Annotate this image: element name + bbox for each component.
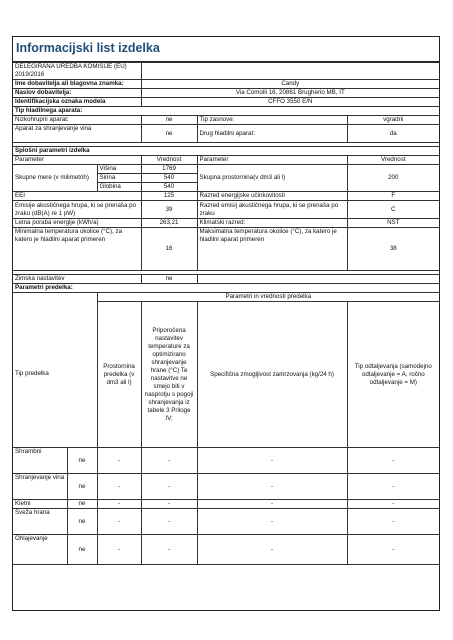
model-identifier-label: Identifikacijska oznaka modela xyxy=(13,98,141,107)
total-volume-value: 200 xyxy=(347,165,439,192)
compartment-freezing: - xyxy=(197,535,347,565)
wine-storage-value: ne xyxy=(141,125,197,143)
wine-storage-label: Aparat za shranjevanje vina xyxy=(13,125,141,143)
eei-value: 125 xyxy=(141,192,197,201)
compartment-volume-header: Prostornina predelka (v dm3 ali l) xyxy=(97,302,141,448)
width-value: 540 xyxy=(141,174,197,183)
compartment-header-blank xyxy=(13,293,97,302)
compartment-volume: - xyxy=(97,448,141,474)
max-temperature-value: 38 xyxy=(347,228,439,271)
depth-value: 540 xyxy=(141,183,197,192)
compartment-name: Sveža hrana xyxy=(13,509,67,535)
compartment-temperature: - xyxy=(141,535,197,565)
regulation-blank xyxy=(141,63,439,80)
compartment-parameters-heading: Parametri predelka: xyxy=(13,284,439,293)
value-header-right: Vrednost xyxy=(347,156,439,165)
compartment-freezing: - xyxy=(197,509,347,535)
information-table xyxy=(13,62,439,565)
compartment-volume: - xyxy=(97,509,141,535)
temperature-setting-header: Priporočena nastavitev temperature za optimizirano shranjevanje hrane (°C) Te nastavitve ne smejo biti v nasprotju s pogoji shranjevanja iz tabele 3 Priloge IV; xyxy=(141,302,197,448)
winter-setting-blank xyxy=(197,275,439,284)
regulation-label: DELEGIRANA UREDBA KOMISIJE (EU) 2019/2016 xyxy=(13,63,141,80)
compartment-volume: - xyxy=(97,474,141,500)
winter-setting-label: Zimska nastavitev xyxy=(13,275,141,284)
value-header-left: Vrednost xyxy=(141,156,197,165)
max-temperature-label: Maksimalna temperatura okolice (°C), za katero je hladilni aparat primeren xyxy=(197,228,347,271)
supplier-address-label: Naslov dobavitelja: xyxy=(13,89,141,98)
compartment-defrost: - xyxy=(347,448,439,474)
freezing-capacity-header: Specifična zmogljivost zamrzovanja (kg/24 h) xyxy=(197,302,347,448)
compartment-present: ne xyxy=(67,448,97,474)
model-identifier-value: CFFO 3550 E/N xyxy=(141,98,439,107)
supplier-address-value: Via Comolli 16, 20861 Brugherio MB, IT xyxy=(141,89,439,98)
compartment-values-heading: Parametri in vrednosti predelka xyxy=(97,293,439,302)
height-value: 1769 xyxy=(141,165,197,174)
noise-class-value: C xyxy=(347,201,439,219)
depth-label: Globina xyxy=(97,183,141,192)
defrost-type-header: Tip odtaljevanja (samodejno odtaljevanje = A, ročno odtaljevanje = M) xyxy=(347,302,439,448)
width-label: Širina xyxy=(97,174,141,183)
compartment-name: Shrambni xyxy=(13,448,67,474)
compartment-present: ne xyxy=(67,535,97,565)
climate-class-label: Klimatski razred: xyxy=(197,219,347,228)
sheet-title-bar xyxy=(13,37,439,62)
compartment-name: Shranjevanje vina xyxy=(13,474,67,500)
compartment-present: ne xyxy=(67,474,97,500)
compartment-temperature: - xyxy=(141,448,197,474)
compartment-defrost: - xyxy=(347,500,439,509)
parameter-header-right: Parameter xyxy=(197,156,347,165)
design-type-label: Tip zasnove: xyxy=(197,116,347,125)
compartment-defrost: - xyxy=(347,509,439,535)
compartment-name: Kletni xyxy=(13,500,67,509)
eei-label: EEI xyxy=(13,192,141,201)
compartment-present: ne xyxy=(67,509,97,535)
min-temperature-label: Minimalna temperatura okolice (°C), za katero je hladilni aparat primeren xyxy=(13,228,141,271)
compartment-temperature: - xyxy=(141,500,197,509)
total-volume-label: Skupna prostornina(v dm3 ali l) xyxy=(197,165,347,192)
low-noise-value: ne xyxy=(141,116,197,125)
sheet-title: Informacijski list izdelka xyxy=(16,41,160,55)
compartment-freezing: - xyxy=(197,448,347,474)
compartment-temperature: - xyxy=(141,474,197,500)
appliance-type-heading: Tip hladilnega aparata: xyxy=(13,107,439,116)
compartment-type-header: Tip predelka xyxy=(13,302,97,448)
compartment-freezing: - xyxy=(197,500,347,509)
efficiency-class-label: Razred energijske učinkovitosti xyxy=(197,192,347,201)
annual-energy-label: Letna poraba energije (kWh/a) xyxy=(13,219,141,228)
other-appliance-label: Drug hladilni aparat: xyxy=(197,125,347,143)
noise-emission-label: Emisije akustičnega hrupa, ki se prenaša po zraku (dB(A) re 1 pW) xyxy=(13,201,141,219)
other-appliance-value: da xyxy=(347,125,439,143)
min-temperature-value: 16 xyxy=(141,228,197,271)
height-label: Višina xyxy=(97,165,141,174)
design-type-value: vgradni xyxy=(347,116,439,125)
winter-setting-value: ne xyxy=(141,275,197,284)
supplier-name-value: Candy xyxy=(141,80,439,89)
low-noise-label: Nizkohrupni aparat: xyxy=(13,116,141,125)
climate-class-value: NST xyxy=(347,219,439,228)
parameter-header-left: Parameter xyxy=(13,156,141,165)
dimensions-label: Skupne mere (v milimetrih) xyxy=(13,165,97,192)
compartment-name: Ohlajevanje xyxy=(13,535,67,565)
annual-energy-value: 263,21 xyxy=(141,219,197,228)
product-information-sheet xyxy=(12,36,440,611)
efficiency-class-value: F xyxy=(347,192,439,201)
general-parameters-heading: Splošni parametri izdelka xyxy=(13,147,439,156)
compartment-volume: - xyxy=(97,500,141,509)
compartment-present: ne xyxy=(67,500,97,509)
compartment-temperature: - xyxy=(141,509,197,535)
compartment-volume: - xyxy=(97,535,141,565)
compartment-defrost: - xyxy=(347,474,439,500)
compartment-freezing: - xyxy=(197,474,347,500)
compartment-defrost: - xyxy=(347,535,439,565)
supplier-name-label: Ime dobavitelja ali blagovna znamka: xyxy=(13,80,141,89)
noise-class-label: Razred emisij akustičnega hrupa, ki se prenaša po zraku xyxy=(197,201,347,219)
noise-emission-value: 39 xyxy=(141,201,197,219)
